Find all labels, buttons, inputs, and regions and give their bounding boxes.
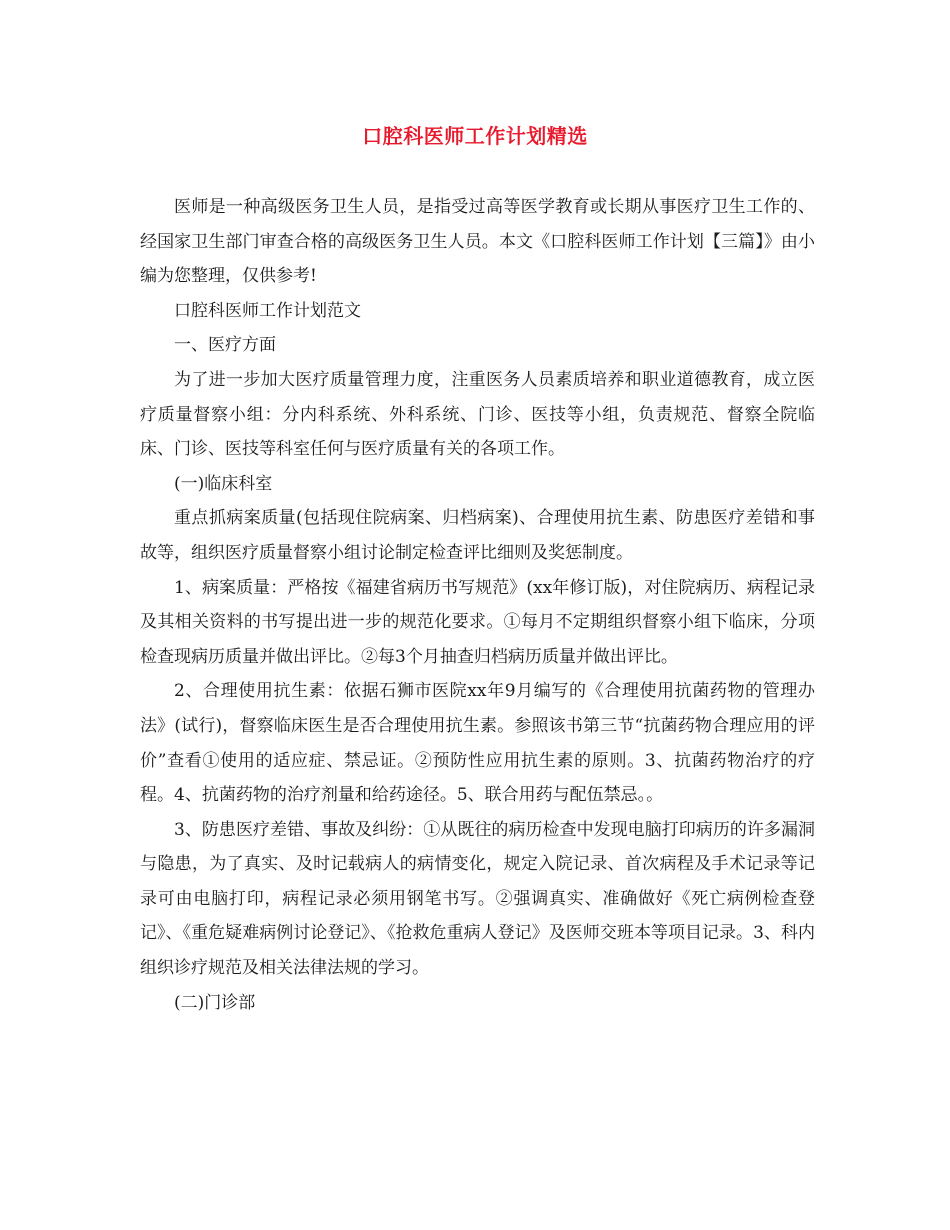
paragraph-intro: 医师是一种高级医务卫生人员，是指受过高等医学教育或长期从事医疗卫生工作的、经国家卫生部门审查合格的高级医务卫生人员。本文《口腔科医师工作计划【三篇】》由小编为您整理，仅供参考! <box>140 197 815 287</box>
paragraph: 重点抓病案质量(包括现住院病案、归档病案)、合理使用抗生素、防患医疗差错和事故等，组织医疗质量督察小组讨论制定检查评比细则及奖惩制度。 <box>140 508 815 563</box>
document-body <box>140 190 815 1020</box>
paragraph-subsection-heading: (一)临床科室 <box>174 473 273 494</box>
paragraph: 为了进一步加大医疗质量管理力度，注重医务人员素质培养和职业道德教育，成立医疗质量督察小组：分内科系统、外科系统、门诊、医技等小组，负责规范、督察全院临床、门诊、医技等科室任何与医疗质量有关的各项工作。 <box>140 369 815 460</box>
document-title: 口腔科医师工作计划精选 <box>362 124 588 148</box>
paragraph: 3、防患医疗差错、事故及纠纷：①从既往的病历检查中发现电脑打印病历的许多漏洞与隐患，为了真实、及时记载病人的病情变化，规定入院记录、首次病程及手术记录等记录可由电脑打印，病程记录必须用钢笔书写。②强调真实、准确做好《死亡病例检查登记》、《重危疑难病例讨论登记》、《抢救危重病人登记》及医师交班本等项目记录。3、科内组织诊疗规范及相关法律法规的学习。 <box>140 819 815 979</box>
paragraph-subsection-heading: (二)门诊部 <box>174 992 256 1013</box>
paragraph: 1、病案质量：严格按《福建省病历书写规范》(xx年修订版)，对住院病历、病程记录及其相关资料的书写提出进一步的规范化要求。①每月不定期组织督察小组下临床，分项检查现病历质量并做出评比。②每3个月抽查归档病历质量并做出评比。 <box>140 577 815 667</box>
paragraph: 2、合理使用抗生素：依据石狮市医院xx年9月编写的《合理使用抗菌药物的管理办法》(试行)，督察临床医生是否合理使用抗生素。参照该书第三节“抗菌药物合理应用的评价”查看①使用的适应症、禁忌证。②预防性应用抗生素的原则。3、抗菌药物治疗的疗程。4、抗菌药物的治疗剂量和给药途径。5、联合用药与配伍禁忌。。 <box>140 681 815 806</box>
paragraph-subtitle: 口腔科医师工作计划范文 <box>174 300 361 321</box>
paragraph-section-heading: 一、医疗方面 <box>174 335 276 356</box>
